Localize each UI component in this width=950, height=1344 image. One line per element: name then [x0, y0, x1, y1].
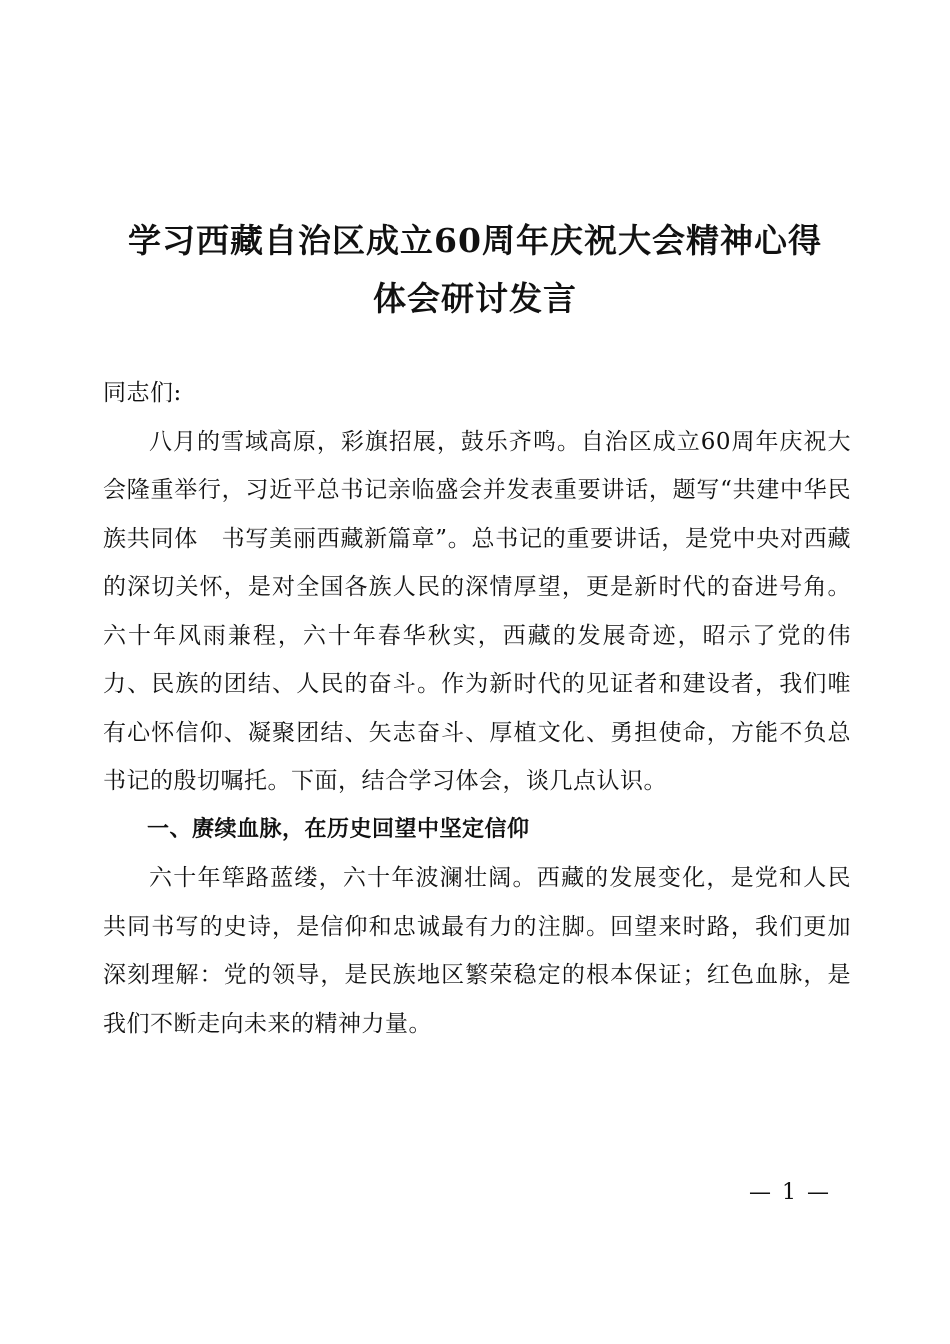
title-line-2: 体会研讨发言 [373, 279, 577, 318]
page-number: — 1 — [749, 1180, 831, 1205]
paragraph-intro: 八月的雪域高原，彩旗招展，鼓乐齐鸣。自治区成立60周年庆祝大会隆重举行，习近平总书记亲临盛会并发表重要讲话，题写“共建中华民族共同体 书写美丽西藏新篇章”。总书记的重要讲话，是党中央对西藏的深切关怀，是对全国各族人民的深情厚望，更是新时代的奋进号角。六十年风雨兼程，六十年春华秋实，西藏的发展奇迹，昭示了党的伟力、民族的团结、人民的奋斗。作为新时代的见证者和建设者，我们唯有心怀信仰、凝聚团结、矢志奋斗、厚植文化、勇担使命，方能不负总书记的殷切嘱托。下面，结合学习体会，谈几点认识。 [103, 428, 851, 794]
document-body [103, 369, 851, 1048]
salutation: 同志们: [103, 380, 182, 406]
paragraph-section-1: 六十年筚路蓝缕，六十年波澜壮阔。西藏的发展变化，是党和人民共同书写的史诗，是信仰和忠诚最有力的注脚。回望来时路，我们更加深刻理解：党的领导，是民族地区繁荣稳定的根本保证；红色血脉，是我们不断走向未来的精神力量。 [103, 865, 851, 1037]
document-title [100, 212, 850, 328]
section-heading-1: 一、赓续血脉，在历史回望中坚定信仰 [147, 816, 530, 842]
title-line-1: 学习西藏自治区成立60周年庆祝大会精神心得 [128, 221, 822, 260]
